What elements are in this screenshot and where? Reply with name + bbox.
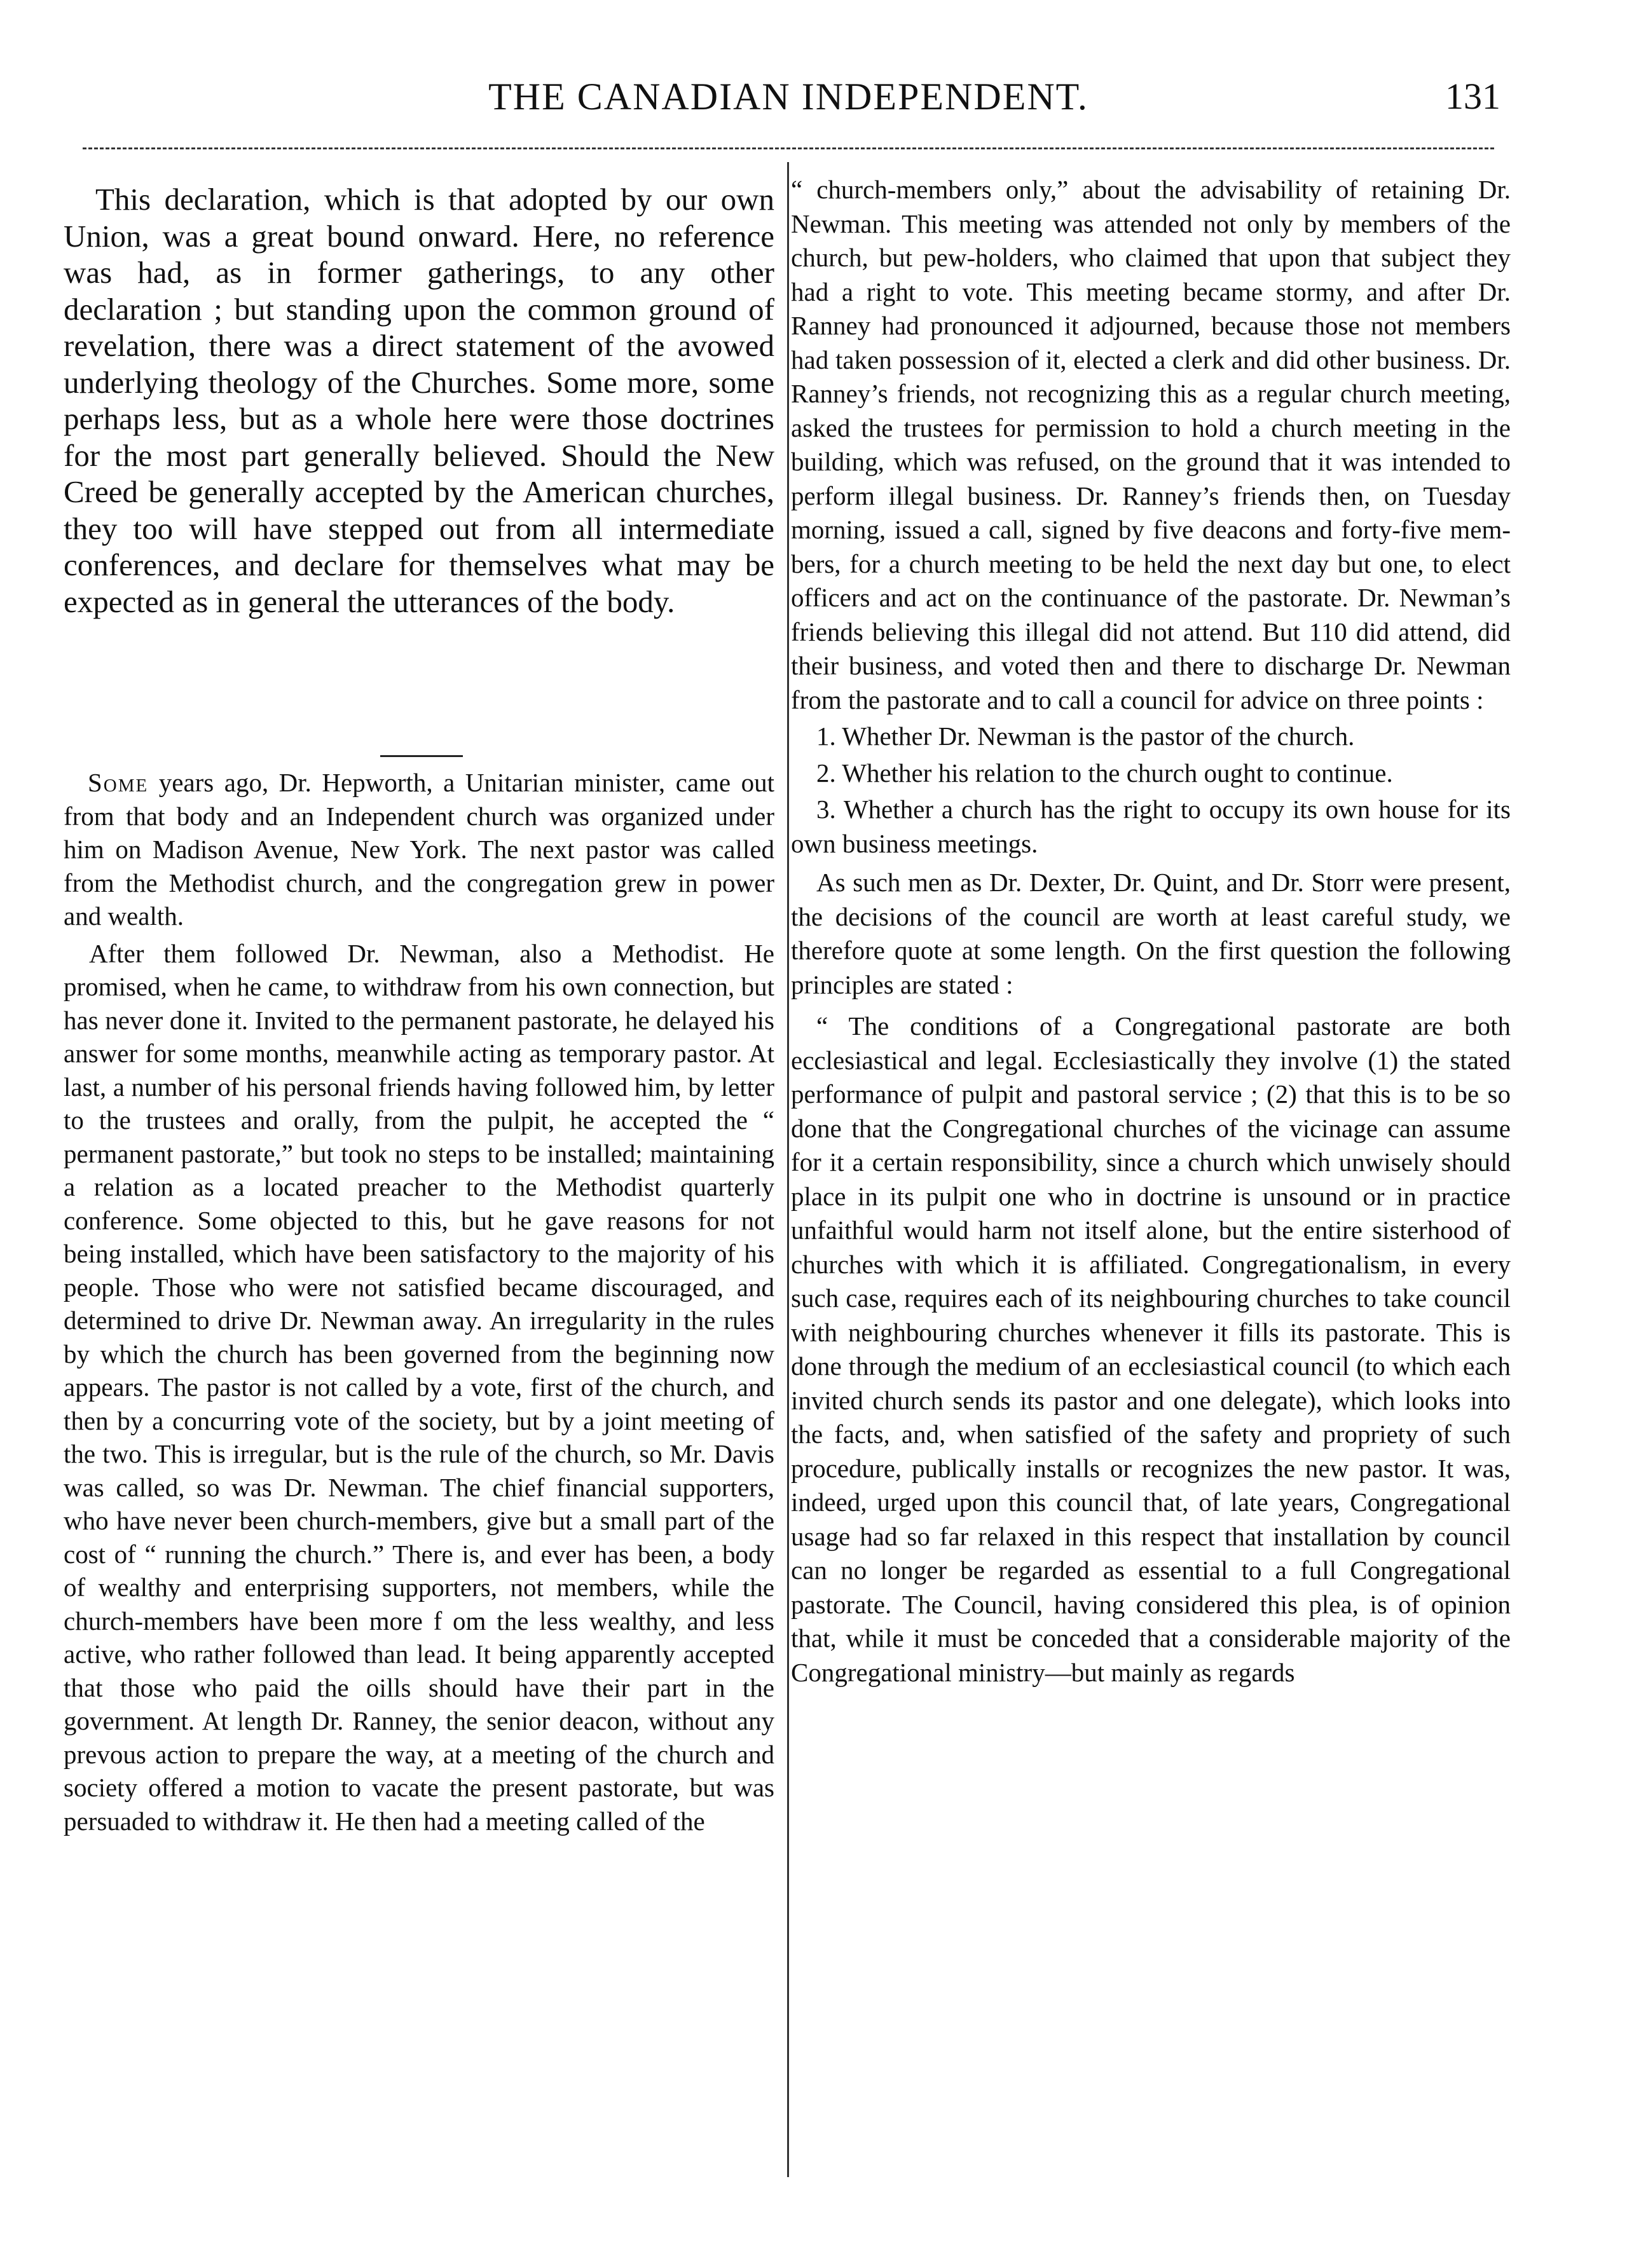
council-point-2: 2. Whether his relation to the church ought to continue. xyxy=(816,758,1393,788)
council-paragraph: As such men as Dr. Dexter, Dr. Quint, and Dr. Storr were present, the decisions of the council are worth at least careful study, we therefore quote at some length. On the first question the following principles are stated : xyxy=(791,868,1511,999)
quoted-principles: “ The conditions of a Congregational pastorate are both ecclesiastical and legal. Ecclesiastically they involve (1) the stated performance of pulpit and pastoral service ; (2) that this is to be so done that the Congregational churches of the vicinage can assume for it a certain responsibility, since a church which unwisely should place in its pulpit one who in doctrine is unsound or in practice unfaithful would harm not itself alone, but the entire sisterhood of churches with which it is affiliated. Congregationalism, in every such case, requires each of its neighbouring churches to take council with neighbouring churches whenever it fills its pastorate. This is done through the medium of an ecclesiastical council (to which each invited church sends its pastor and one delegate), which looks into the facts, and, when satisfied of the safety and propriety of such procedure, publically installs or recognizes the new pastor. It was, indeed, urged upon this council that, of late years, Congregational usage had so far relaxed in this respect that installation by council can no longer be regarded as essential to a full Congregational pastorate. The Council, having considered this plea, is of opinion that, while it must be conceded that a considerable majority of the Congregational ministry—but mainly as regards xyxy=(791,1011,1511,1687)
right-column xyxy=(791,173,1511,1690)
page-number: 131 xyxy=(1445,76,1500,117)
article-opening-word: Some xyxy=(88,768,149,797)
left-column-article xyxy=(64,766,774,1838)
left-column-lead xyxy=(64,181,774,620)
article-paragraph-1 xyxy=(64,766,774,933)
right-continuation-paragraph: “ church-members only,” about the advisability of retaining Dr. Newman. This meeting was attended not only by members of the church, but pew-holders, who claimed that upon that subject they had a right to vote. This meeting became stormy, and after Dr. Ranney had pronounced it adjourned, because those not members had taken possession of it, elected a clerk and did other business. Dr. Ranney’s friends, not recognizing this as a regular church meeting, asked the trustees for permission to hold a church meeting in the building, which was refused, on the ground that it was intended to perform illegal business. Dr. Ranney’s friends then, on Tuesday morning, issued a call, signed by five deacons and forty-five members, for a church meeting to be held the next day but one, to elect officers and act on the continuance of the pastorate. Dr. Newman’s friends believing this illegal did not attend. But 110 did attend, did their business, and voted then and there to discharge Dr. Newman from the pastorate and to call a council for advice on three points : xyxy=(791,175,1511,714)
article-paragraph-2: After them followed Dr. Newman, also a Methodist. He promised, when he came, to withdraw from his own connection, but has never done it. Invited to the permanent pastorate, he delayed his answer for some months, meanwhile acting as temporary pastor. At last, a number of his personal friends having followed him, by letter to the trustees and orally, from the pulpit, he accepted the “ permanent pastorate,” but took no steps to be installed; maintaining a relation as a located preacher to the Methodist quarterly conference. Some objected to this, but he gave reasons for not being installed, which have been satisfactory to the majority of his people. Those who were not satisfied became discouraged, and determined to drive Dr. Newman away. An irregularity in the rules by which the church has been governed from the beginning now appears. The pastor is not called by a vote, first of the church, and then by a concurring vote of the society, but by a joint meeting of the two. This is irregular, but is the rule of the church, so Mr. Davis was called, so was Dr. Newman. The chief financial supporters, who have never been church-members, give but a small part of the cost of “ running the church.” There is, and ever has been, a body of wealthy and enterprising supporters, not members, while the church-members have been more f om the less wealthy, and less active, who rather followed than lead. It being apparently accepted that those who paid the oills should have their part in the government. At length Dr. Ranney, the senior deacon, without any prevous action to prepare the way, at a meeting of the church and society offered a motion to vacate the present pastorate, but was persuaded to withdraw it. He then had a meeting called of the xyxy=(64,938,774,1836)
section-divider-rule xyxy=(380,755,463,757)
column-divider xyxy=(787,162,789,2177)
council-point-3: 3. Whether a church has the right to occupy its own house for its own business meetings. xyxy=(791,795,1511,858)
article-opening-text: years ago, Dr. Hepworth, a Unitarian minister, came out from that body and an Independent church was organized under him on Madison Avenue, New York. The next pastor was called from the Methodist church, and the congregation grew in power and wealth. xyxy=(64,768,774,931)
lead-paragraph: This declaration, which is that adopted by our own Union, was a great bound onward. Here, no reference was had, as in former gatherings, to any other declaration ; but standing upon the common ground of revelation, there was a direct statement of the avowed underlying theology of the Churches. Some more, some perhaps less, but as a whole here were those doctrines for the most part generally believed. Should the New Creed be generally accepted by the American churches, they too will have stepped out from all intermediate conferences, and declare for themselves what may be expected as in general the utterances of the body. xyxy=(64,182,774,619)
page-header xyxy=(76,71,1500,128)
council-point-1: 1. Whether Dr. Newman is the pastor of the church. xyxy=(816,721,1355,751)
header-rule xyxy=(83,147,1494,149)
running-title: THE CANADIAN INDEPENDENT. xyxy=(488,76,1088,118)
